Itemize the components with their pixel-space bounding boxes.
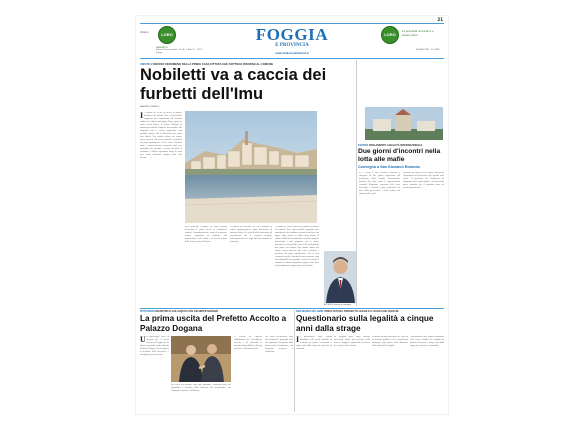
newspaper-page bbox=[136, 16, 448, 414]
contacts-left: Edicola Sacramentale · Via A. S. Alta 11 · 71121 Foggia bbox=[156, 49, 203, 54]
sponsor-logo-left-caption: www.loro.it bbox=[156, 46, 168, 49]
prefect-article-kicker-place: ISTITUZIONI bbox=[140, 310, 155, 313]
main-article-column-5 bbox=[275, 226, 319, 304]
side-article-column-2 bbox=[403, 172, 444, 304]
legal-article-body-3: I risultati saranno presentati nel corso di un incontro pubblico con le associazioni impegnate ogni giorno nella diffusione della cultura della legalità. bbox=[372, 336, 408, 347]
legal-article-column-4 bbox=[410, 336, 444, 412]
header-rule bbox=[140, 23, 444, 24]
side-article-subheadline: Convegno a San Giovanni Rotondo bbox=[358, 165, 420, 169]
column-divider bbox=[356, 60, 357, 306]
legal-article-kicker bbox=[296, 310, 446, 313]
legal-article-headline[interactable]: Questionario sulla legalità a cinque anni dalla strage bbox=[296, 314, 434, 333]
sponsor-logo-right-text: LORO bbox=[384, 32, 396, 37]
prefect-article-dropcap: U bbox=[140, 336, 146, 344]
prefect-article-headline[interactable]: La prima uscita del Prefetto Accolto a Palazzo Dogana bbox=[140, 314, 287, 333]
section-rule bbox=[140, 308, 444, 309]
main-article-kicker-text: L'ODIOSO FENOMENO DELLA PRIMA CASA FITTIZIA CHE SOTTRAE RISORSE AL COMUNE bbox=[150, 62, 274, 66]
side-article-column-1 bbox=[359, 172, 400, 304]
prefect-article-column-2 bbox=[171, 384, 231, 412]
prefect-article-column-4 bbox=[265, 336, 293, 412]
main-article-body-5: l Comune di Vieste ha deciso di passare all'attacco dei furbetti. Non è più possibile sopportare quei contribuenti che risultano residenti in città per non pagare l'Imu, mentre in realtà vivono altrove. Il sindaco Nobiletti ha annunciato controlli a tappeto: incrociando i dati anagrafici con le utenze domestiche sarà possibile stanare chi ha dichiarato una prima casa fittizia. Una pratica odiosa che sottrae risorse preziose alle casse comunali e penalizza chi paga regolarmente. Con la crisi economica anche i comuni devono recuperare ogni euro disponibile per garantire i servizi essenziali. Il fenomeno è diffuso soprattutto lungo la costa dove molte abitazioni vengono usate solo d'estate. bbox=[275, 226, 319, 267]
legal-article-column-2 bbox=[334, 336, 370, 412]
website-link[interactable]: www.ledionsdelatocd.it bbox=[275, 51, 309, 55]
legal-article-column-3 bbox=[372, 336, 408, 412]
prefect-article-column-1 bbox=[140, 336, 169, 412]
sponsor-logo-right[interactable] bbox=[381, 26, 399, 44]
main-article-dropcap: I bbox=[140, 112, 144, 120]
prefect-article-kicker bbox=[140, 310, 218, 313]
bottom-column-divider bbox=[294, 310, 295, 412]
main-article-body-1 bbox=[140, 112, 182, 160]
portrait-caption: ARCERO Il relatore al convegno bbox=[324, 304, 352, 306]
side-article-kicker-text: PARLAMENTO LEGALITÀ INTERNAZIONALE bbox=[368, 144, 423, 147]
sponsor-logo-left-text: LORO bbox=[161, 32, 173, 37]
side-article-kicker-place: EVENTO bbox=[358, 144, 369, 147]
side-article-headline[interactable]: Due giorni d'incontri nella lotta alle mafie bbox=[358, 148, 441, 163]
meeting-photo bbox=[171, 336, 231, 382]
main-article-column-4 bbox=[230, 226, 272, 304]
side-article-kicker bbox=[358, 144, 444, 147]
top-strip-label: l'Attacco bbox=[140, 31, 149, 34]
legal-article-kicker-place: SAN MARCO IN LAMIS bbox=[296, 310, 324, 313]
prefect-article-column-3 bbox=[234, 336, 262, 412]
main-article-body-3: Nelle prossime settimane gli uffici tributari invieranno le prime lettere ai contribuenti sospetti. L'amministrazione conta di recuperare somme importanti da destinare alla manutenzione delle strade e al decoro urbano della città nel corso dell'anno. bbox=[185, 226, 227, 243]
legal-article-body-1 bbox=[296, 336, 332, 351]
legal-article-body-4: l questionario sulla legalità distribuito nelle scuole cittadine ha restituito un quadro interessante a cinque anni dalla strage che sconvolse la comunità. bbox=[410, 336, 444, 347]
prefect-article-body-4: Nel corso dell'incontro sono stati affrontati i principali temi che riguardano il territorio, dalla sicurezza alle infrastrutture, con l'impegno reciproco a collaborare. bbox=[265, 336, 293, 353]
portrait-photo bbox=[324, 251, 357, 303]
legal-article-kicker-text: I RISULTATI DEL PROGETTO LEGGE E IL RUOLO DEI GIOVANI bbox=[323, 310, 399, 313]
side-article-body-1: Si è svolto a San Giovanni Rotondo il convegno di due giorni organizzato dal Parlamento della legalità internazionale dedicato alla lotta contro le organizzazioni criminali. Magistrati, esponenti delle forze dell'ordine e studenti si sono confrontati sui temi della prevenzione e della cultura del rispetto delle regole. bbox=[359, 172, 400, 195]
sponsor-slogan: La genuinità nel mettere a natura vivere bbox=[402, 29, 434, 37]
prefect-article-body-2: Nel corso dell'incontro sono stati affrontati i principali temi che riguardano il territorio, dalla sicurezza alle infrastrutture, con l'impegno reciproco a collaborare. bbox=[171, 384, 231, 392]
header-rule-bottom bbox=[140, 58, 444, 59]
side-article-photo bbox=[365, 107, 443, 140]
main-article-column-1 bbox=[140, 112, 182, 304]
main-article-headline[interactable]: Nobiletti va a caccia dei furbetti dell'Imu bbox=[140, 66, 327, 103]
legal-article-body-2: La maggior parte degli studenti intervistati chiede più presenza dello Stato e maggiori opportunità di lavoro per i giovani del territorio. bbox=[334, 336, 370, 347]
main-article-byline: MAURIZIO TARDIO bbox=[140, 106, 160, 108]
legal-article-column-1 bbox=[296, 336, 332, 412]
main-article-body-1-text: l Comune di Vieste ha deciso di passare all'attacco dei furbetti. Non è più possibile sopportare quei contribuenti che risultano residenti in città per non pagare l'Imu, mentre in realtà vivono altrove. Il sindaco Nobiletti ha annunciato controlli a tappeto: incrociando i dati anagrafici con le utenze domestiche sarà possibile stanare chi ha dichiarato una prima casa fittizia. Una pratica odiosa che sottrae risorse preziose alle casse comunali e penalizza chi paga regolarmente. Con la crisi economica anche i comuni devono recuperare ogni euro disponibile per garantire i servizi essenziali. Il fenomeno è diffuso soprattutto lungo la costa dove molte abitazioni vengono usate solo d'estate. bbox=[140, 112, 182, 159]
prefect-article-body-1-text: n pomeriggio ricco di incontri per il nuovo Prefetto di Foggia che ha fatto la sua prima uscita ufficiale a Palazzo Dogana. Ad accoglierlo il presidente della Provincia e i consiglieri presenti in aula. bbox=[140, 336, 169, 356]
contacts-right: REDAZIONE · Tel. 0881 ... bbox=[416, 49, 442, 51]
page-number: 21 bbox=[437, 17, 443, 22]
prefect-article-kicker-text: INCONTRO E COLLOQUIO CON GIUSEPPE MARIANI bbox=[155, 310, 218, 313]
main-article-kicker-place: VIESTE bbox=[140, 62, 150, 66]
main-article-column-3 bbox=[185, 226, 227, 304]
legal-article-dropcap: I bbox=[296, 336, 300, 344]
town-photo bbox=[185, 111, 317, 223]
section-title: FOGGIA bbox=[255, 25, 329, 44]
prefect-article-body-1 bbox=[140, 336, 169, 357]
prefect-article-body-3: Il Prefetto ha espresso soddisfazione per l'accoglienza ricevuta e ha assicurato la massima disponibilità al dialogo con tutte le istituzioni locali. bbox=[234, 336, 262, 350]
side-article-body-2: Numerosi gli interventi che hanno sottolineato l'importanza dell'educazione alla legalità nelle scuole. Il presidente del Parlamento ha ringraziato tutti i partecipanti e ha annunciato nuove iniziative per il prossimo anno sul territorio provinciale. bbox=[403, 172, 444, 189]
main-article-body-4: Il sindaco ha ricordato che chi si metterà in regola spontaneamente potrà beneficiare di sanzioni ridotte. Per tutti gli altri scatteranno gli accertamenti con il recupero integrale dell'imposta dovuta e degli interessi maturati nel frattempo. bbox=[230, 226, 272, 243]
legal-article-body-1-text: l questionario sulla legalità distribuito nelle scuole cittadine ha restituito un quadro interessante a cinque anni dalla strage che sconvolse la comunità. bbox=[296, 336, 332, 350]
section-subtitle: E PROVINCIA bbox=[275, 43, 309, 48]
